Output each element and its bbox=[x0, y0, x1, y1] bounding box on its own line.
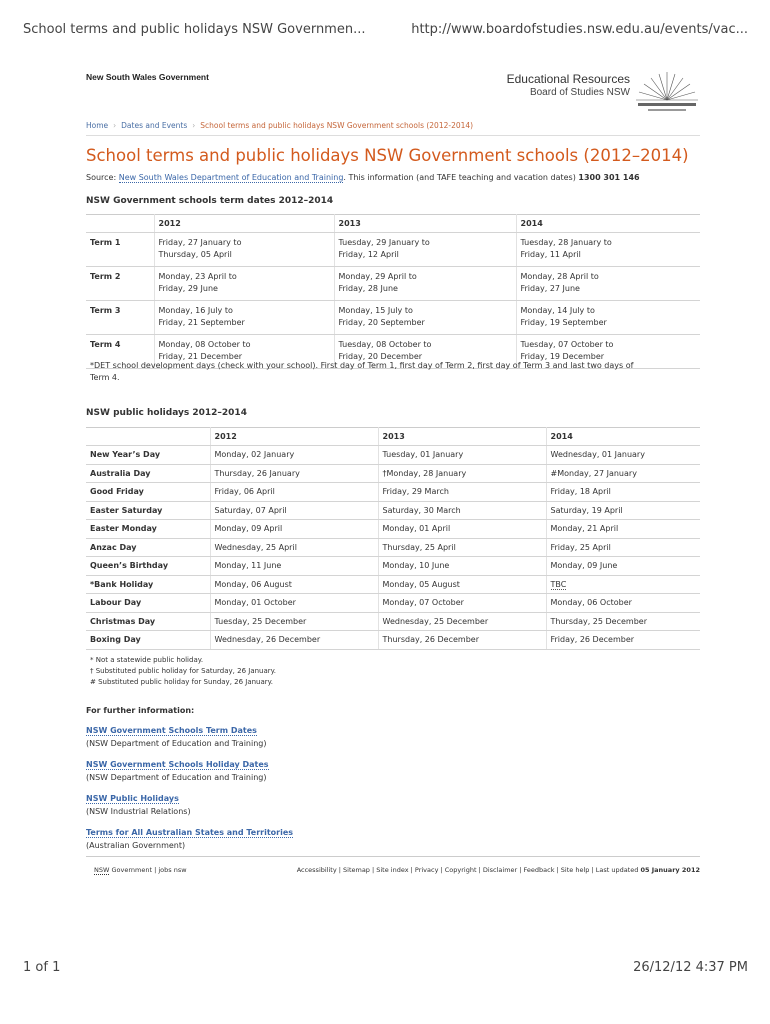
further-information bbox=[86, 706, 293, 861]
term-start: Monday, 14 July to bbox=[520, 306, 595, 315]
table-row bbox=[86, 594, 700, 613]
print-datetime: 26/12/12 4:37 PM bbox=[633, 960, 748, 975]
holiday-date: Monday, 11 June bbox=[210, 557, 378, 576]
term-end: Friday, 21 September bbox=[158, 318, 245, 327]
footer-right[interactable] bbox=[297, 866, 700, 874]
term-cell bbox=[334, 267, 516, 301]
term-header-row bbox=[86, 215, 700, 233]
term-end: Friday, 20 December bbox=[338, 352, 423, 361]
link-org: (NSW Industrial Relations) bbox=[86, 806, 191, 816]
logo-line2: Board of Studies NSW bbox=[529, 87, 630, 98]
footer-left-links[interactable]: Government | jobs nsw bbox=[109, 866, 187, 874]
term-cell bbox=[154, 267, 334, 301]
holiday-date: Thursday, 25 April bbox=[378, 538, 546, 557]
table-row bbox=[86, 267, 700, 301]
holiday-date: Tuesday, 25 December bbox=[210, 612, 378, 631]
term-end: Friday, 27 June bbox=[520, 284, 580, 293]
gov-name[interactable]: New South Wales Government bbox=[86, 72, 209, 82]
term-start: Monday, 23 April to bbox=[158, 272, 237, 281]
footnote: * Not a statewide public holiday. bbox=[90, 656, 204, 664]
term-end: Friday, 19 December bbox=[520, 352, 605, 361]
print-header bbox=[23, 22, 748, 42]
holiday-date: Tuesday, 01 January bbox=[378, 446, 546, 465]
holiday-date: Wednesday, 25 April bbox=[210, 538, 378, 557]
term-start: Tuesday, 29 January to bbox=[338, 238, 430, 247]
term-start: Monday, 15 July to bbox=[338, 306, 413, 315]
term-col-header: 2013 bbox=[334, 215, 516, 233]
print-page-url: http://www.boardofstudies.nsw.edu.au/events/vac... bbox=[411, 22, 748, 37]
term-dates-table bbox=[86, 214, 700, 369]
term-end: Friday, 21 December bbox=[158, 352, 243, 361]
holiday-name: Easter Saturday bbox=[86, 501, 210, 520]
holiday-date: Monday, 06 August bbox=[210, 575, 378, 594]
term-col-header: 2012 bbox=[154, 215, 334, 233]
holiday-date: Wednesday, 25 December bbox=[378, 612, 546, 631]
holiday-date: Monday, 09 June bbox=[546, 557, 700, 576]
term-end: Friday, 29 June bbox=[158, 284, 218, 293]
source-line bbox=[86, 173, 640, 182]
footer-links[interactable]: Accessibility | Sitemap | Site index | Privacy | Copyright | Disclaimer | Feedback | Site help | Last updated bbox=[296, 866, 641, 874]
holiday-date: Wednesday, 26 December bbox=[210, 631, 378, 650]
table-row bbox=[86, 631, 700, 650]
holiday-date bbox=[546, 575, 700, 594]
holiday-name: Australia Day bbox=[86, 464, 210, 483]
print-page-count: 1 of 1 bbox=[23, 960, 61, 975]
holiday-date: Friday, 25 April bbox=[546, 538, 700, 557]
print-page-title: School terms and public holidays NSW Governmen... bbox=[23, 22, 366, 37]
term-end: Friday, 28 June bbox=[338, 284, 398, 293]
term-name: Term 2 bbox=[86, 267, 154, 301]
footnote: # Substituted public holiday for Sunday, 26 January. bbox=[90, 678, 274, 686]
holiday-col-header bbox=[86, 428, 210, 446]
table-row bbox=[86, 483, 700, 502]
holiday-date: Saturday, 07 April bbox=[210, 501, 378, 520]
table-row bbox=[86, 557, 700, 576]
term-dates-heading: NSW Government schools term dates 2012–2014 bbox=[86, 196, 334, 206]
further-link-item bbox=[86, 759, 293, 784]
board-of-studies-logo-icon[interactable] bbox=[634, 70, 700, 116]
term-name: Term 1 bbox=[86, 233, 154, 267]
term-dates-link[interactable]: NSW Government Schools Term Dates bbox=[86, 726, 257, 735]
footer-nsw-abbr[interactable]: NSW bbox=[94, 866, 110, 874]
term-note bbox=[86, 360, 690, 384]
term-cell bbox=[516, 301, 700, 335]
holiday-col-header: 2013 bbox=[378, 428, 546, 446]
holiday-date: Friday, 26 December bbox=[546, 631, 700, 650]
term-start: Tuesday, 07 October to bbox=[520, 340, 614, 349]
tbc-abbr[interactable]: TBC bbox=[550, 579, 567, 589]
source-phone: 1300 301 146 bbox=[578, 173, 640, 182]
logo-text[interactable] bbox=[507, 72, 630, 98]
all-states-link[interactable]: Terms for All Australian States and Territories bbox=[86, 828, 294, 837]
footnote: † Substituted public holiday for Saturday, 26 January. bbox=[90, 667, 277, 675]
holiday-col-header: 2014 bbox=[546, 428, 700, 446]
term-cell bbox=[516, 233, 700, 267]
further-link-item bbox=[86, 725, 293, 750]
breadcrumb-current: School terms and public holidays NSW Government schools (2012-2014) bbox=[200, 121, 474, 130]
term-end: Friday, 19 September bbox=[520, 318, 607, 327]
holiday-date: Monday, 01 April bbox=[378, 520, 546, 539]
holiday-date: Friday, 18 April bbox=[546, 483, 700, 502]
holiday-name: New Year’s Day bbox=[86, 446, 210, 465]
further-heading: For further information: bbox=[86, 706, 195, 715]
holiday-name: Good Friday bbox=[86, 483, 210, 502]
term-note-line: Term 4. bbox=[90, 373, 120, 382]
further-link-item bbox=[86, 793, 293, 818]
holiday-date: Friday, 06 April bbox=[210, 483, 378, 502]
term-end: Thursday, 05 April bbox=[158, 250, 232, 259]
term-cell bbox=[154, 301, 334, 335]
link-org: (NSW Department of Education and Training) bbox=[86, 738, 267, 748]
term-end: Friday, 20 September bbox=[338, 318, 425, 327]
breadcrumb-dates-events[interactable]: Dates and Events bbox=[121, 121, 188, 130]
public-holidays-heading: NSW public holidays 2012–2014 bbox=[86, 408, 247, 418]
holiday-name: Christmas Day bbox=[86, 612, 210, 631]
term-name: Term 4 bbox=[86, 335, 154, 369]
table-row bbox=[86, 501, 700, 520]
holiday-date: Monday, 06 October bbox=[546, 594, 700, 613]
table-row bbox=[86, 575, 700, 594]
term-start: Tuesday, 28 January to bbox=[520, 238, 612, 247]
term-start: Monday, 16 July to bbox=[158, 306, 233, 315]
holiday-date: Monday, 10 June bbox=[378, 557, 546, 576]
term-start: Monday, 28 April to bbox=[520, 272, 599, 281]
table-row bbox=[86, 233, 700, 267]
holiday-footnotes bbox=[86, 655, 276, 688]
holiday-col-header: 2012 bbox=[210, 428, 378, 446]
table-row bbox=[86, 301, 700, 335]
public-holidays-link[interactable]: NSW Public Holidays bbox=[86, 794, 179, 803]
holiday-date: Thursday, 25 December bbox=[546, 612, 700, 631]
holiday-date: Monday, 07 October bbox=[378, 594, 546, 613]
holiday-date: Saturday, 19 April bbox=[546, 501, 700, 520]
last-updated-date: 05 January 2012 bbox=[640, 866, 700, 874]
term-start: Friday, 27 January to bbox=[158, 238, 242, 247]
source-link[interactable]: New South Wales Department of Education and Training bbox=[118, 173, 344, 182]
table-row bbox=[86, 446, 700, 465]
holiday-date: #Monday, 27 January bbox=[546, 464, 700, 483]
holiday-date: Monday, 21 April bbox=[546, 520, 700, 539]
term-start: Tuesday, 08 October to bbox=[338, 340, 432, 349]
page-title: School terms and public holidays NSW Government schools (2012–2014) bbox=[86, 146, 689, 165]
site-footer bbox=[86, 856, 700, 874]
term-cell bbox=[334, 233, 516, 267]
term-name: Term 3 bbox=[86, 301, 154, 335]
holiday-date: Monday, 05 August bbox=[378, 575, 546, 594]
breadcrumb: Home › Dates and Events › School terms and public holidays NSW Government schools (2012-2014) bbox=[86, 121, 700, 136]
holiday-dates-link[interactable]: NSW Government Schools Holiday Dates bbox=[86, 760, 269, 769]
table-row bbox=[86, 520, 700, 539]
holiday-name: *Bank Holiday bbox=[86, 575, 210, 594]
holiday-date: Monday, 02 January bbox=[210, 446, 378, 465]
holiday-name: Boxing Day bbox=[86, 631, 210, 650]
term-end: Friday, 12 April bbox=[338, 250, 399, 259]
term-cell bbox=[154, 233, 334, 267]
holiday-date: Thursday, 26 December bbox=[378, 631, 546, 650]
holiday-date: Wednesday, 01 January bbox=[546, 446, 700, 465]
source-prefix: Source: bbox=[86, 173, 119, 182]
term-cell bbox=[334, 301, 516, 335]
holiday-date: Monday, 09 April bbox=[210, 520, 378, 539]
link-org: (NSW Department of Education and Training) bbox=[86, 772, 267, 782]
term-start: Monday, 29 April to bbox=[338, 272, 417, 281]
holiday-name: Anzac Day bbox=[86, 538, 210, 557]
holiday-date: †Monday, 28 January bbox=[378, 464, 546, 483]
holiday-date: Friday, 29 March bbox=[378, 483, 546, 502]
holiday-header-row bbox=[86, 428, 700, 446]
footer-left[interactable] bbox=[94, 866, 187, 874]
term-cell bbox=[516, 267, 700, 301]
term-start: Monday, 08 October to bbox=[158, 340, 251, 349]
table-row bbox=[86, 612, 700, 631]
holiday-name: Easter Monday bbox=[86, 520, 210, 539]
term-note-line: *DET school development days (check with your school). First day of Term 1, first day of Term 2, first day of Term 3 and last two days of bbox=[90, 361, 634, 370]
term-col-header: 2014 bbox=[516, 215, 700, 233]
holiday-name: Labour Day bbox=[86, 594, 210, 613]
holiday-date: Saturday, 30 March bbox=[378, 501, 546, 520]
logo-line1: Educational Resources bbox=[506, 72, 630, 86]
table-row bbox=[86, 538, 700, 557]
breadcrumb-home[interactable]: Home bbox=[86, 121, 109, 130]
public-holidays-table bbox=[86, 427, 700, 650]
holiday-name: Queen’s Birthday bbox=[86, 557, 210, 576]
source-suffix: . This information (and TAFE teaching and vacation dates) bbox=[343, 173, 579, 182]
holiday-date: Monday, 01 October bbox=[210, 594, 378, 613]
holiday-date: Thursday, 26 January bbox=[210, 464, 378, 483]
link-org: (Australian Government) bbox=[86, 840, 186, 850]
term-end: Friday, 11 April bbox=[520, 250, 581, 259]
term-col-header bbox=[86, 215, 154, 233]
table-row bbox=[86, 464, 700, 483]
further-link-item bbox=[86, 827, 293, 852]
